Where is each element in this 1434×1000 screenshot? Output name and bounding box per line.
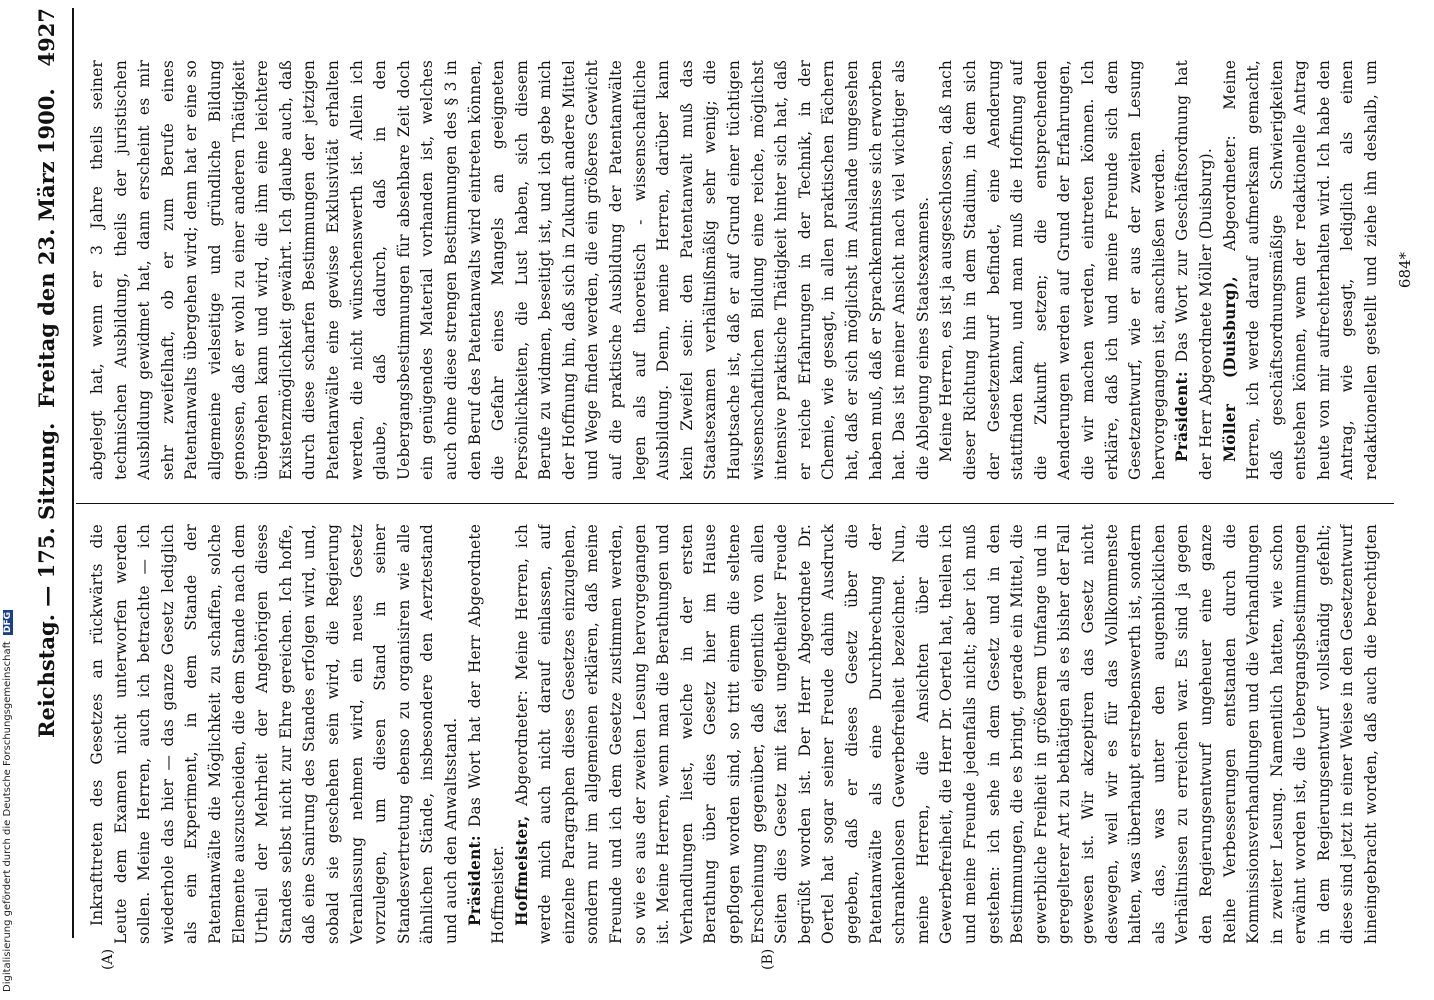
column-rule xyxy=(76,503,1394,504)
paragraph xyxy=(1219,60,1387,480)
speaker-name: Möller (Duisburg), xyxy=(1220,276,1239,462)
speaker-name: Präsident: xyxy=(465,835,484,926)
digitization-credit xyxy=(2,610,13,992)
page-header xyxy=(28,8,68,938)
left-column xyxy=(86,524,1386,944)
speaker-name: Präsident: xyxy=(1173,371,1192,462)
dfg-logo: DFG xyxy=(3,611,13,633)
margin-mark-b: (B) xyxy=(760,948,776,970)
paragraph-text: Abgeordneter: Meine Herren, ich werde mich auch nicht darauf einlassen, auf einzelne Paragraphen dieses Gesetzes einzugehen, sondern nur im allgemeinen erklären, daß meine Freunde und ich dem Gesetze zustimmen werden, so wie es aus der zweiten Lesung hervorgegangen ist. Meine Herren, wenn man die Berathungen und Verhandlungen liest, welche in der ersten Berathung über dies Gesetz hier im Hause gepflogen worden sind, so tritt einem die seltene Erscheinung gegenüber, daß eigentlich von allen Seiten dies Gesetz mit fast ungetheilter Freude begrüßt worden ist. Der Herr Abgeordnete Dr. Oertel hat sogar seiner Freude dahin Ausdruck gegeben, daß er dieses Gesetz über die Patentanwälte als eine Durchbrechung der schrankenlosen Gewerbefreiheit bezeichnet. Nun, meine Herren, die Ansichten über die Gewerbefreiheit, die Herr Dr. Oertel hat, theilen ich und meine Freunde jedenfalls nicht; aber ich muß gestehen: ich sehe in dem Gesetz und in den Bestimmungen, die es bringt, gerade ein Mittel, die gewerbliche Freiheit in größerem Umfange und in geregelterer Art zu bethätigen als es bisher der Fall gewesen ist. Wir akzeptiren das Gesetz nicht deswegen, weil wir es für das Vollkommenste halten, was überhaupt erstrebenswerth ist, sondern als das, was unter den augenblicklichen Verhältnissen zu erreichen war. Es sind ja gegen den Regierungsentwurf ungeheuer eine ganze Reihe Verbesserungen entstanden durch die Kommissionsverhandlungen und die Verhandlungen in zweiter Lesung. Namentlich hatten, wie schon erwähnt worden ist, die Uebergangsbestimmungen in dem Regierungsentwurf vollständig gefehlt; diese sind jetzt in einer Weise in den Gesetzentwurf hineingebracht worden, daß auch die berechtigten xyxy=(512,524,1381,944)
paragraph-text: Abgeordneter: Meine Herren, ich werde darauf aufmerksam gemacht, daß geschäftsordnungsmäßige Schwierigkeiten entstehen können, wenn der redaktionelle Antrag heute von mir aufrechterhalten wird. Ich habe den Antrag, wie gesagt, lediglich als einen redaktionellen gestellt und ziehe ihn deshalb, um xyxy=(1220,60,1381,480)
header-rule xyxy=(72,8,74,938)
right-column xyxy=(86,60,1386,480)
paragraph-text: Inkrafttreten des Gesetzes an rückwärts die Leute dem Examen nicht unterworfen werden sollen. Meine Herren, auch ich betrachte — ich wiederhole das hier — das ganze Gesetz lediglich als ein Experiment, in dem Stande der Patentanwälte die Möglichkeit zu schaffen, solche Elemente auszuscheiden, die dem Stande nach dem Urtheil der Mehrheit der Angehörigen dieses Standes selbst nicht zur Ehre gereichen. Ich hoffe, daß eine Sanirung des Standes erfolgen wird, und, sobald sie geschehen sein wird, die Regierung Veranlassung nehmen wird, ein neues Gesetz vorzulegen, um diesen Stand in seiner Standesvertretung ebenso zu organisiren wie alle ähnlichen Stände, insbesondere den Aerztestand und auch den Anwaltsstand. xyxy=(88,524,460,944)
paragraph xyxy=(935,60,1171,480)
paragraph xyxy=(1171,60,1218,480)
paragraph xyxy=(86,524,464,944)
paragraph xyxy=(464,524,511,944)
header-right: Freitag den 23. März 1900. xyxy=(34,88,59,408)
margin-mark-a: (A) xyxy=(100,948,116,970)
header-left: Reichstag. — 175. Sitzung. xyxy=(34,422,59,738)
paragraph-text: Meine Herren, es ist ja ausgeschlossen, daß nach dieser Richtung hin in dem Stadium, in dem sich der Gesetzentwurf befindet, eine Aenderung stattfinden kann, und man muß die Hoffnung auf die Zukunft setzen; die entsprechenden Aenderungen werden auf Grund der Erfahrungen, die wir machen werden, eintreten können. Ich erkläre, daß ich und meine Freunde sich dem Gesetzentwurf, wie er aus der zweiten Lesung hervorgegangen ist, anschließen werden. xyxy=(937,60,1168,480)
paragraph-text: abgelegt hat, wenn er 3 Jahre theils seiner technischen Ausbildung, theils der juristischen Ausbildung gewidmet hat, dann erscheint es mir sehr zweifelhaft, ob er zum Berufe eines Patentanwalts übergehen wird; denn hat er eine so allgemeine vielseitige und gründliche Bildung genossen, daß er wohl zu einer anderen Thätigkeit übergehen kann und wird, die ihm eine leichtere Existenzmöglichkeit gewährt. Ich glaube auch, daß durch diese scharfen Bestimmungen der jetzigen Patentanwälte eine gewisse Exklusivität erhalten werden, die nicht wünschenswerth ist. Allein ich glaube, daß dadurch, daß in den Uebergangsbestimmungen für absehbare Zeit doch ein genügendes Material vorhanden ist, welches auch ohne diese strengen Bestimmungen des § 3 in den Beruf des Patentanwalts wird eintreten können, die Gefahr eines Mangels an geeigneten Persönlichkeiten, die Lust haben, sich diesem Berufe zu widmen, beseitigt ist, und ich gebe mich der Hoffnung hin, daß sich in Zukunft andere Mittel und Wege finden werden, die ein größeres Gewicht auf die praktische Ausbildung der Patentanwälte legen als auf theoretisch - wissenschaftliche Ausbildung. Denn, meine Herren, darüber kann kein Zweifel sein: den Patentanwalt muß das Staatsexamen verhältnißmäßig sehr wenig; die Hauptsache ist, daß er auf Grund einer tüchtigen wissenschaftlichen Bildung eine reiche, möglichst intensive praktische Thätigkeit hinter sich hat, daß er reiche Erfahrungen in der Technik, in der Chemie, wie gesagt, in allen praktischen Fächern hat, daß er sich möglichst im Auslande umgesehen haben muß, daß er Sprachkenntnisse sich erworben hat. Das ist meiner Ansicht nach viel wichtiger als die Ablegung eines Staatsexamens. xyxy=(88,60,932,480)
paragraph-text: Das Wort zur Geschäftsordnung hat der Herr Abgeordnete Möller (Duisburg). xyxy=(1173,60,1215,480)
speaker-name: Hoffmeister, xyxy=(512,815,531,926)
paragraph xyxy=(511,524,1386,944)
paragraph-text: Das Wort hat der Herr Abgeordnete Hoffmeister. xyxy=(465,524,508,944)
credit-text: Digitalisierung gefördert durch die Deutsche Forschungsgemeinschaft xyxy=(2,641,13,992)
page-number: 4927 xyxy=(34,8,59,67)
sheet-number: 684* xyxy=(1396,251,1414,289)
paragraph xyxy=(86,60,935,480)
